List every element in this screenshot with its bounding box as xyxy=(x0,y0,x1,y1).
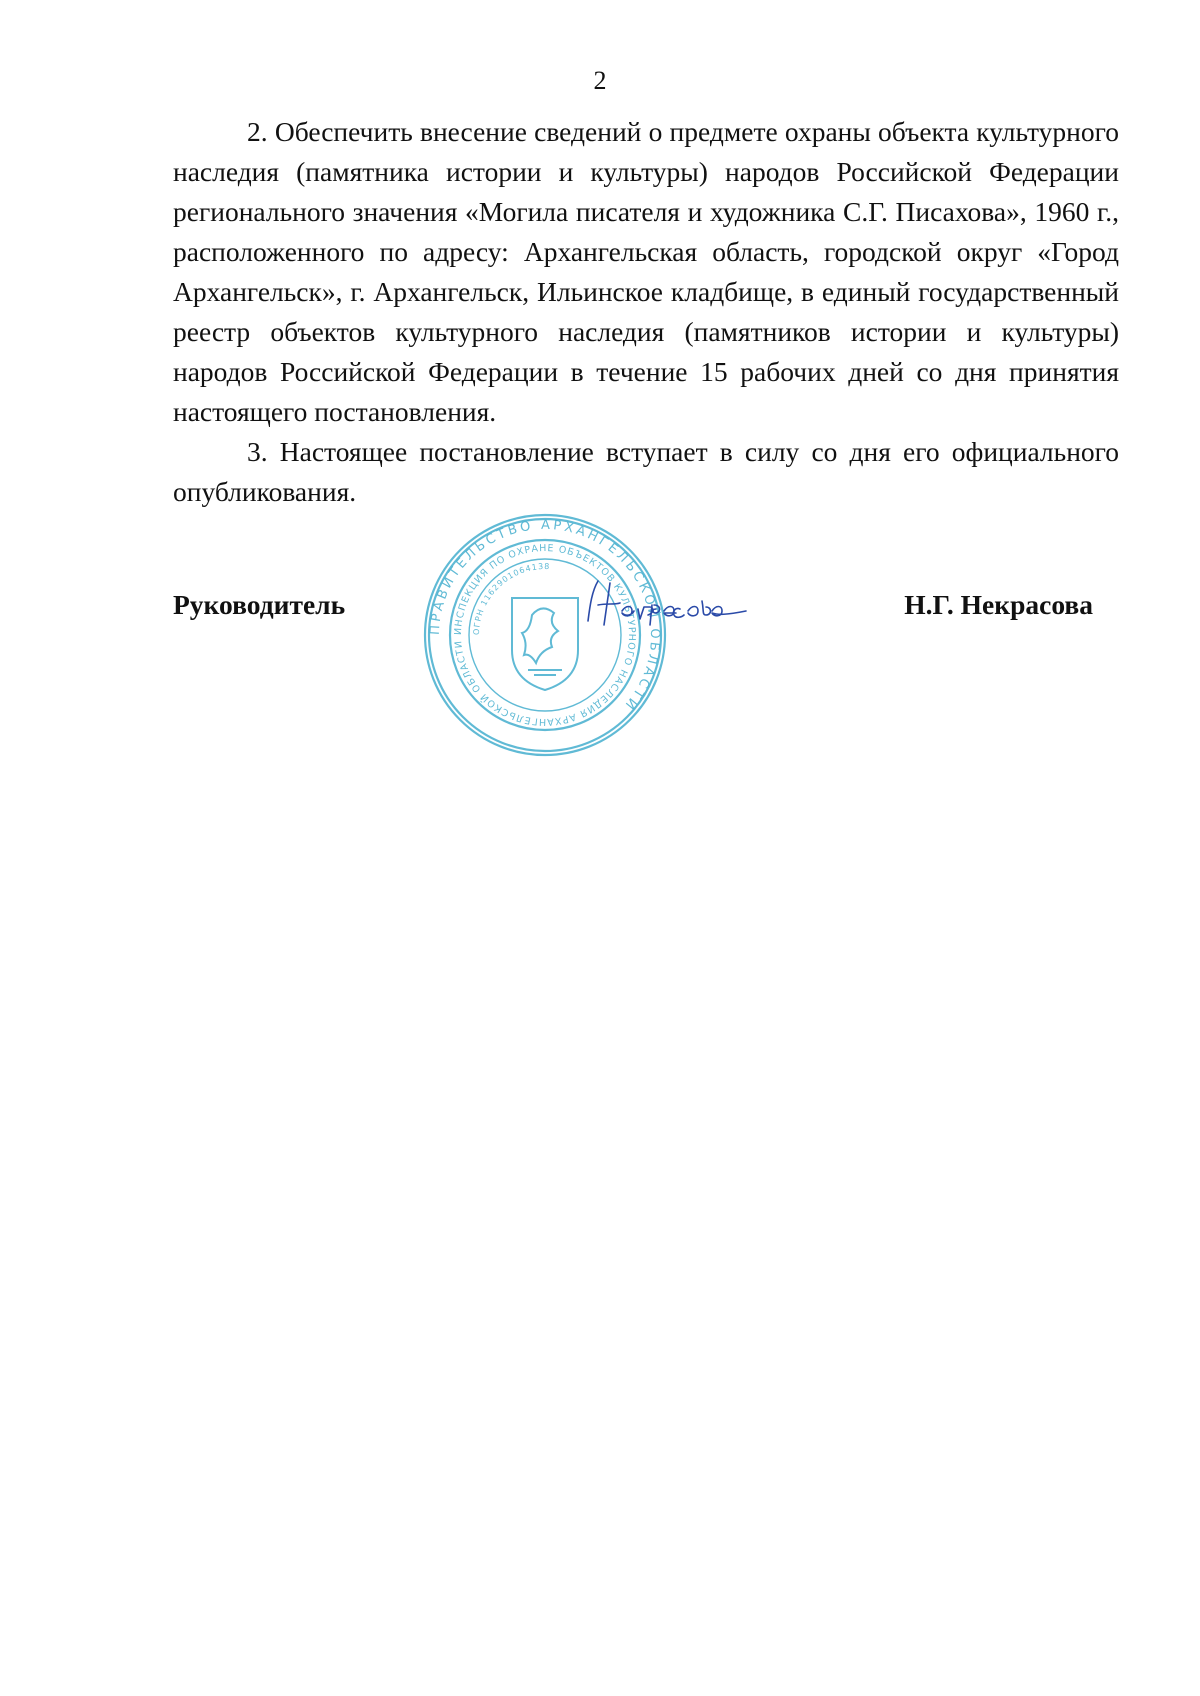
signatory-name: Н.Г. Некрасова xyxy=(904,589,1093,620)
paragraph-2: 2. Обеспечить внесение сведений о предмете охраны объекта культурного наследия (памятника истории и культуры) народов Российской Федерации регионального значения «Могила писателя и художника С.Г. Писахова», 1960 г., расположенного по адресу: Архангельская область, городской округ «Город Архангельск», г. Архангельск, Ильинское кладбище, в единый государственный реестр объектов культурного наследия (памятников истории и культуры) народов Российской Федерации в течение 15 рабочих дней со дня принятия настоящего постановления. xyxy=(173,116,1119,427)
official-seal-icon xyxy=(420,510,670,760)
stamp-outer-text: ПРАВИТЕЛЬСТВО АРХАНГЕЛЬСКОЙ ОБЛАСТИ xyxy=(427,517,663,714)
signatory-title: Руководитель xyxy=(173,589,346,620)
document-body xyxy=(173,112,1119,512)
handwritten-signature xyxy=(580,575,760,635)
page-number: 2 xyxy=(593,66,607,95)
paragraph-3: 3. Настоящее постановление вступает в силу со дня его официального опубликования. xyxy=(173,436,1119,507)
coat-of-arms-icon xyxy=(512,598,578,690)
stamp-middle-text: ИНСПЕКЦИЯ ПО ОХРАНЕ ОБЪЕКТОВ КУЛЬТУРНОГО НАСЛЕДИЯ АРХАНГЕЛЬСКОЙ ОБЛАСТИ xyxy=(452,542,638,728)
stamp-ogrn-text: ОГРН 1162901064138 xyxy=(471,561,551,636)
